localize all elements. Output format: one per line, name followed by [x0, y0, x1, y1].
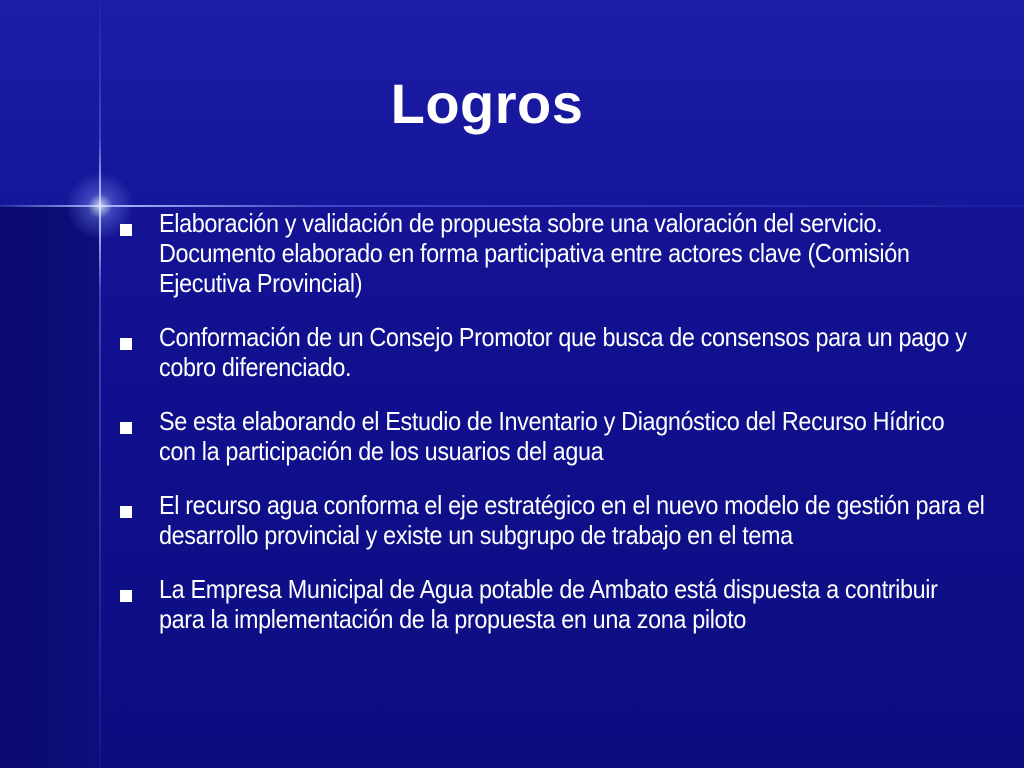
bullet-item — [118, 406, 988, 466]
left-band — [0, 206, 100, 768]
square-bullet-icon — [120, 338, 132, 350]
bullet-text: El recurso agua conforma el eje estratégico en el nuevo modelo de gestión para el desarrollo provincial y existe un subgrupo de trabajo en el tema — [159, 490, 985, 550]
square-bullet-icon — [120, 506, 132, 518]
bullet-item — [118, 322, 988, 382]
square-bullet-icon — [120, 590, 132, 602]
bullet-text: Se esta elaborando el Estudio de Inventario y Diagnóstico del Recurso Hídrico con la participación de los usuarios del agua — [159, 406, 945, 466]
slide-title: Logros — [390, 72, 584, 135]
bullet-text: Conformación de un Consejo Promotor que busca de consensos para un pago y cobro diferenciado. — [159, 322, 967, 382]
bullet-item — [118, 490, 988, 550]
bullet-item — [118, 208, 988, 298]
square-bullet-icon — [120, 422, 132, 434]
bullet-text: La Empresa Municipal de Agua potable de Ambato está dispuesta a contribuir para la implementación de la propuesta en una zona piloto — [159, 574, 938, 634]
square-bullet-icon — [120, 224, 132, 236]
bullet-text: Elaboración y validación de propuesta sobre una valoración del servicio. Documento elaborado en forma participativa entre actores clave (Comisión Ejecutiva Provincial) — [159, 208, 910, 298]
horizontal-divider — [0, 205, 1024, 207]
bullet-item — [118, 574, 988, 634]
bullet-list — [118, 208, 988, 658]
